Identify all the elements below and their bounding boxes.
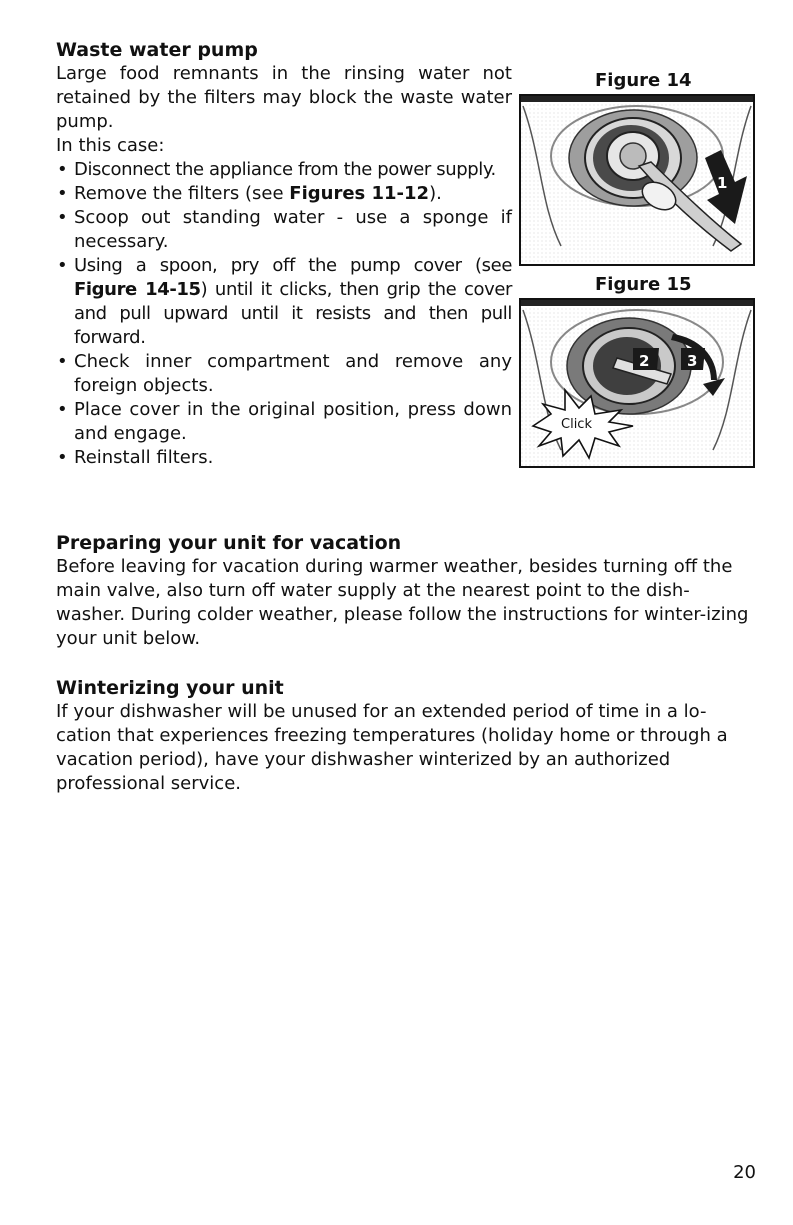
list-item: • Check inner compartment and remove any foreign objects. (57, 351, 512, 396)
list-item: • Scoop out standing water - use a sponge if necessary. (57, 207, 512, 252)
figure-14-step-marker: 1 (717, 174, 728, 192)
pump-cover-illustration (521, 96, 753, 264)
figure-15-step-marker-2: 2 (639, 352, 650, 370)
pump-cover-click-illustration (521, 300, 753, 466)
list-item: • Remove the filters (see Figures 11-12). (57, 183, 442, 204)
figure-15-label: Figure 15 (595, 274, 692, 295)
in-this-case-label: In this case: (56, 135, 165, 156)
figure-15-step-marker-3: 3 (687, 352, 698, 370)
waste-pump-section (56, 38, 512, 470)
waste-pump-steps (56, 158, 512, 470)
list-item: • Place cover in the original position, press down and engage. (57, 399, 512, 444)
vacation-body: Before leaving for vacation during warmer weather, besides turning off the main valve, also turn off water supply at the nearest point to the dish-washer. During colder weather, please follow the instructions for winter-izing your unit below. (56, 556, 749, 649)
vacation-heading: Preparing your unit for vacation (56, 532, 402, 554)
figure-15-image (519, 298, 755, 468)
winterizing-heading: Winterizing your unit (56, 677, 284, 699)
list-item: • Disconnect the appliance from the power supply. (57, 159, 496, 180)
winterizing-body: If your dishwasher will be unused for an extended period of time in a lo-cation that experiences freezing temperatures (holiday home or through a vacation period), have your dishwasher winterized by an authorized professional service. (56, 701, 728, 794)
figure-14-label: Figure 14 (595, 70, 692, 91)
list-item: • Reinstall filters. (57, 447, 214, 468)
winterizing-section (56, 676, 756, 796)
click-callout: Click (561, 417, 592, 432)
page-number: 20 (733, 1162, 756, 1183)
list-item: • Using a spoon, pry off the pump cover (see Figure 14-15) until it clicks, then grip the cover and pull upward until it resists and then pull forward. (57, 255, 512, 348)
waste-pump-intro: Large food remnants in the rinsing water not retained by the filters may block the waste water pump. (56, 63, 512, 132)
figure-14-image (519, 94, 755, 266)
vacation-section (56, 531, 756, 651)
waste-pump-heading: Waste water pump (56, 39, 258, 61)
